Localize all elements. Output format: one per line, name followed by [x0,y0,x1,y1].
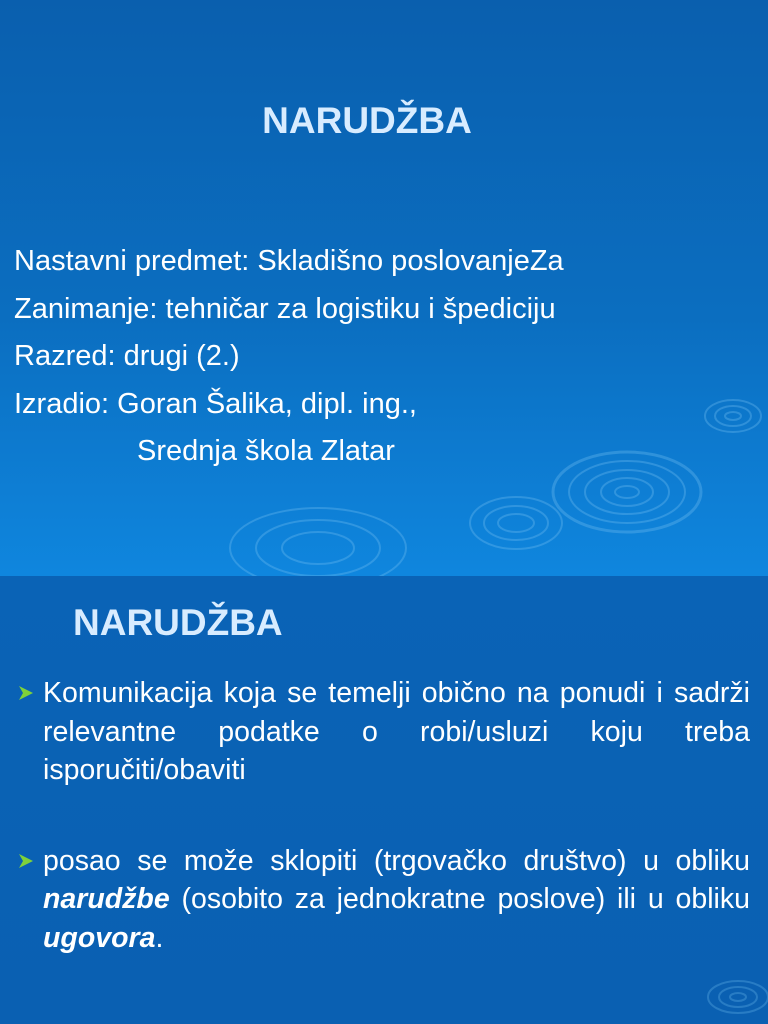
bullet-list [14,674,750,957]
bullet-item [14,842,750,958]
slide-title: NARUDŽBA [262,100,472,141]
author-line: Izradio: Goran Šalika, dipl. ing., [14,387,417,420]
bullet-text-part: posao se može sklopiti (trgovačko društvo) u obliku [43,844,750,877]
bullet-text: Komunikacija koja se temelji obično na ponudi i sadrži relevantne podatke o robi/usluzi koju treba isporučiti/obaviti [43,677,750,786]
slide-title: NARUDŽBA [73,602,283,643]
content-slide [0,576,768,1024]
emphasis-narudzbe: narudžbe [43,883,170,915]
arrow-bullet-icon [16,683,36,703]
school-line: Srednja škola Zlatar [137,435,395,467]
bullet-text-part: (osobito za jednokratne poslove) ili u obliku [169,883,750,915]
bullet-item [14,674,750,790]
bullet-text [43,845,750,954]
grade-line: Razred: drugi (2.) [14,340,240,372]
occupation-line: Zanimanje: tehničar za logistiku i špediciju [14,292,556,325]
emphasis-ugovora: ugovora [43,921,156,954]
bullet-text-part: . [155,921,164,954]
course-info [14,238,564,476]
arrow-bullet-icon [16,851,36,871]
subject-line: Nastavni predmet: Skladišno poslovanjeZa [14,245,564,277]
